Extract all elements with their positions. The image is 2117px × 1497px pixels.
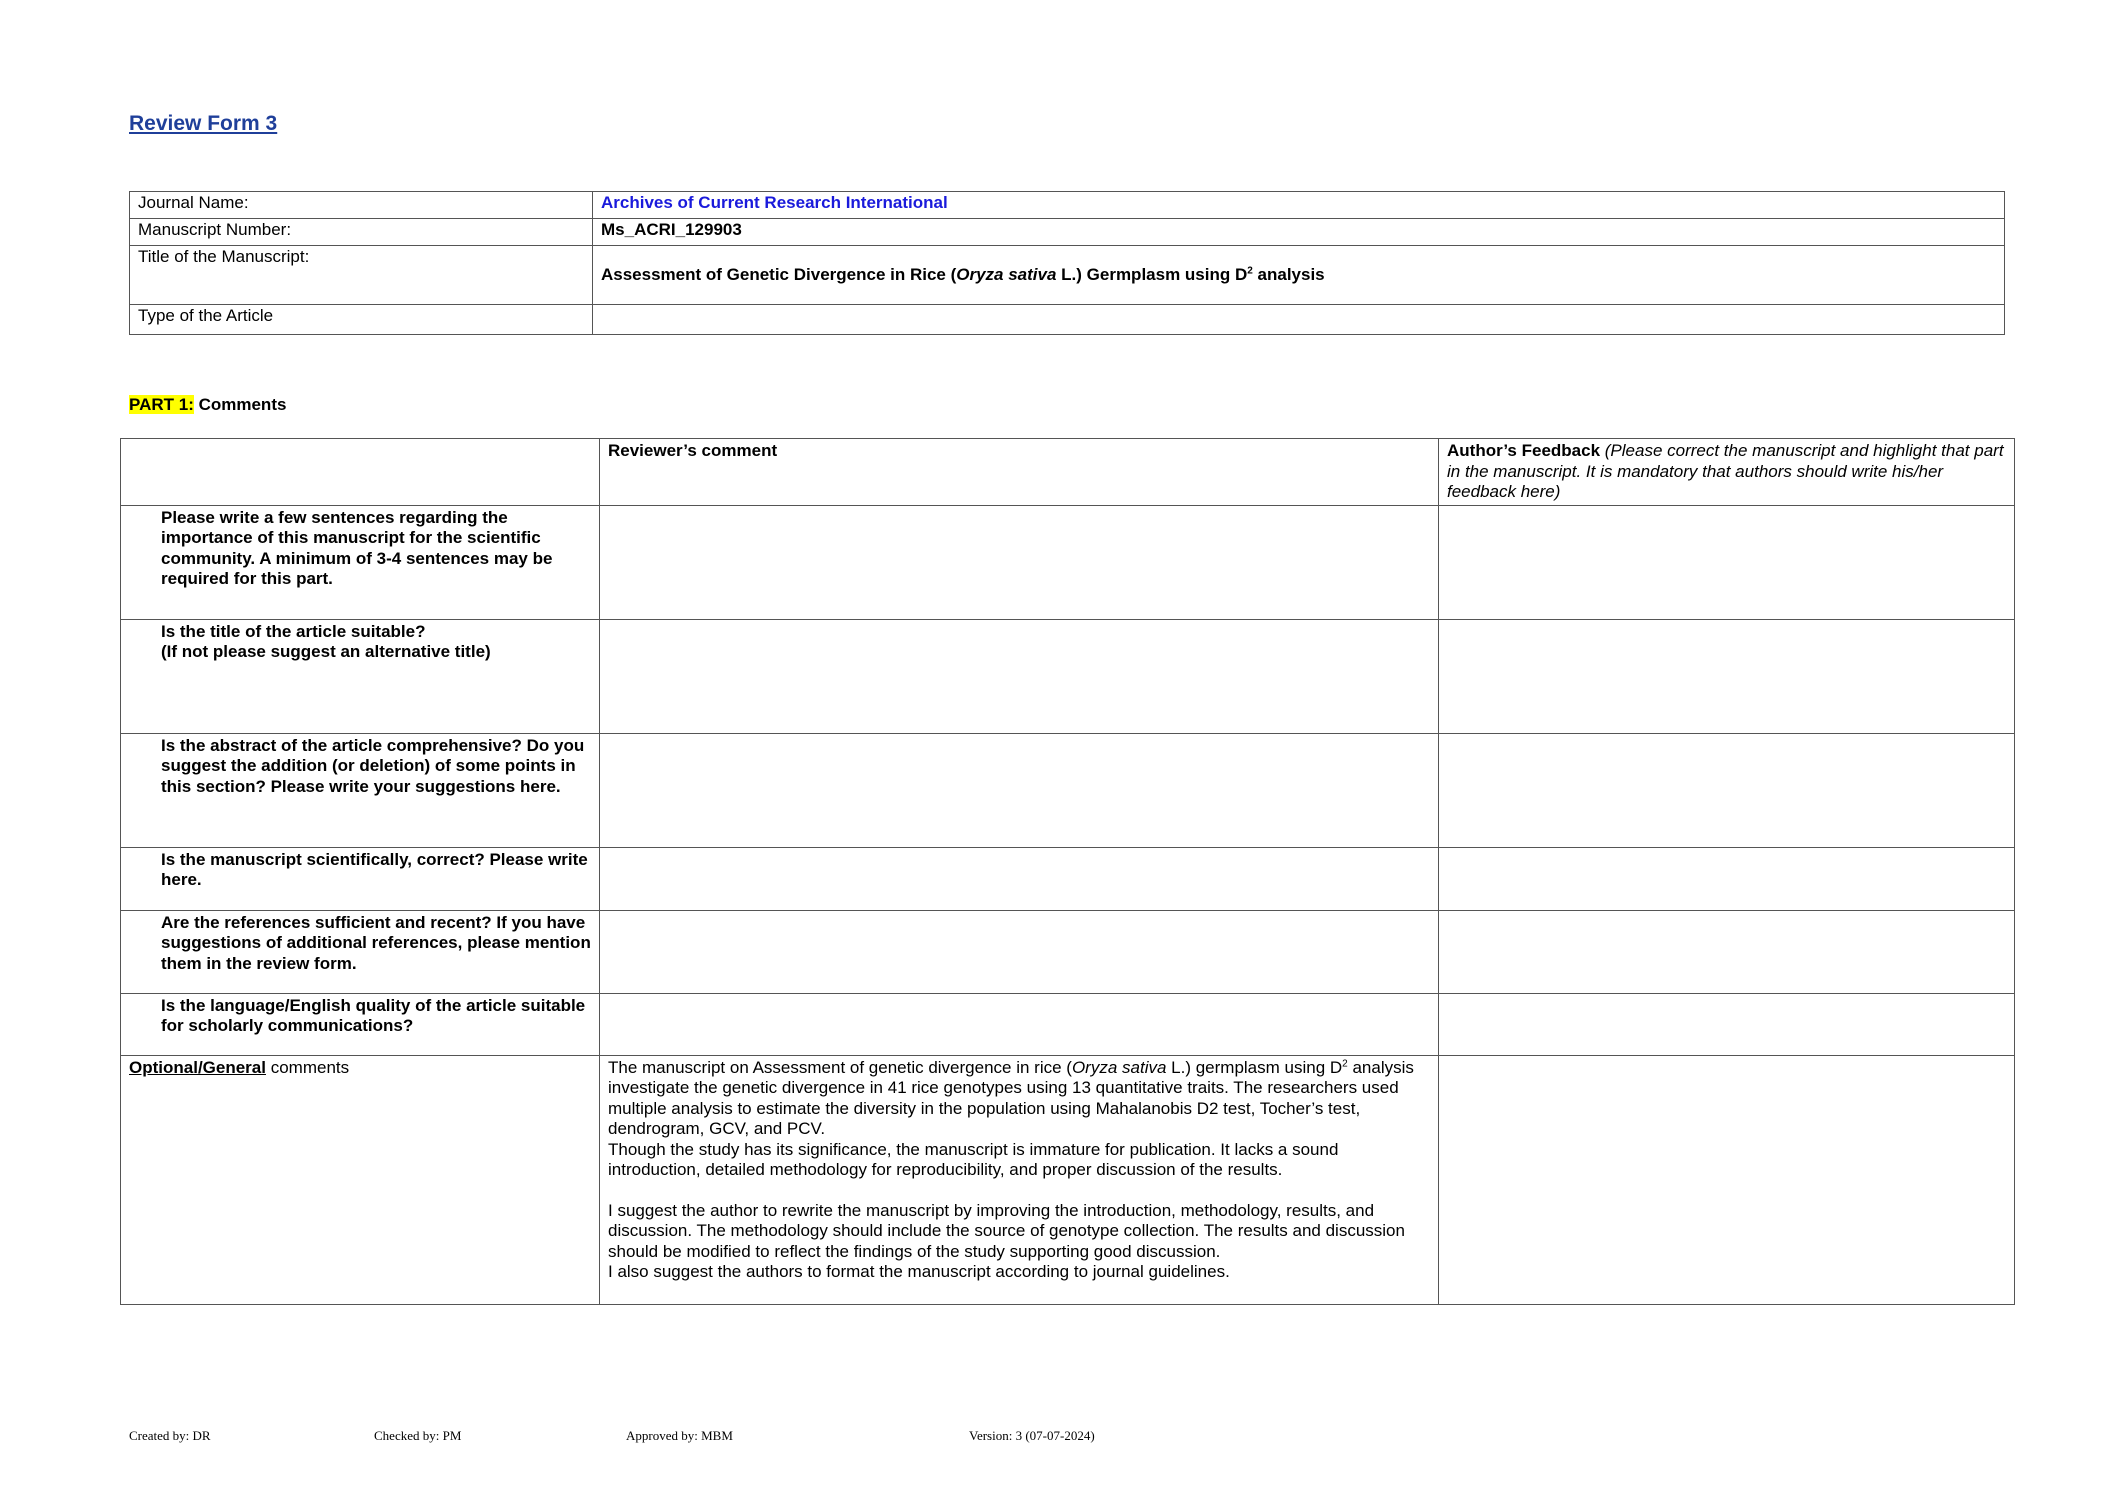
optional-comment[interactable] bbox=[600, 1055, 1439, 1304]
author-feedback-5[interactable] bbox=[1439, 910, 2015, 993]
author-feedback-title: Author’s Feedback bbox=[1447, 441, 1601, 460]
question-5: Are the references sufficient and recent? If you have suggestions of additional references, please mention them in the review form. bbox=[121, 910, 600, 993]
journal-value: Archives of Current Research International bbox=[593, 192, 2005, 219]
optional-label-bold: Optional/General bbox=[129, 1057, 266, 1077]
author-feedback-1[interactable] bbox=[1439, 505, 2015, 619]
question-1: Please write a few sentences regarding the importance of this manuscript for the scientific community. A minimum of 3-4 sentences may be required for this part. bbox=[121, 505, 600, 619]
author-feedback-instructions: (Please correct the manuscript and highlight that part in the manuscript. It is mandatory that authors should write his/her feedback here) bbox=[1447, 441, 2004, 501]
manuscript-number-label: Manuscript Number: bbox=[130, 219, 593, 246]
author-feedback-4[interactable] bbox=[1439, 847, 2015, 910]
optional-label-text: comments bbox=[265, 1057, 350, 1077]
reviewer-comment-4[interactable] bbox=[600, 847, 1439, 910]
author-feedback-2[interactable] bbox=[1439, 619, 2015, 733]
footer-checked: Checked by: PM bbox=[374, 1428, 462, 1443]
reviewer-comment-1[interactable] bbox=[600, 505, 1439, 619]
manuscript-number-value: Ms_ACRI_129903 bbox=[593, 219, 2005, 246]
blank-header bbox=[121, 439, 600, 506]
title-species: Oryza sativa bbox=[956, 264, 1057, 284]
comment-text: The manuscript on Assessment of genetic divergence in rice ( bbox=[608, 1057, 1072, 1077]
question-4: Is the manuscript scientifically, correct? Please write here. bbox=[121, 847, 600, 910]
author-feedback-3[interactable] bbox=[1439, 733, 2015, 847]
question-6: Is the language/English quality of the article suitable for scholarly communications? bbox=[121, 993, 600, 1055]
comment-paragraph-4: I also suggest the authors to format the manuscript according to journal guidelines. bbox=[608, 1262, 1230, 1281]
part1-label: PART 1: bbox=[129, 395, 194, 414]
journal-label: Journal Name: bbox=[130, 192, 593, 219]
author-feedback-header bbox=[1439, 439, 2015, 506]
comment-paragraph-1 bbox=[608, 1058, 1430, 1140]
footer-created: Created by: DR bbox=[129, 1428, 211, 1443]
footer-version: Version: 3 (07-07-2024) bbox=[969, 1428, 1095, 1443]
optional-author-feedback[interactable] bbox=[1439, 1055, 2015, 1304]
title-sup: 2 bbox=[1247, 265, 1253, 277]
reviewer-comment-2[interactable] bbox=[600, 619, 1439, 733]
manuscript-info-table bbox=[129, 191, 2005, 335]
optional-label bbox=[121, 1055, 600, 1304]
question-3: Is the abstract of the article comprehensive? Do you suggest the addition (or deletion) of some points in this section? Please write your suggestions here. bbox=[121, 733, 600, 847]
footer-approved: Approved by: MBM bbox=[626, 1428, 733, 1443]
reviewer-comment-6[interactable] bbox=[600, 993, 1439, 1055]
comment-text: L.) germplasm using D bbox=[1166, 1057, 1343, 1077]
comment-species: Oryza sativa bbox=[1071, 1057, 1167, 1077]
question-2: Is the title of the article suitable? (If not please suggest an alternative title) bbox=[121, 619, 600, 733]
part1-title: Comments bbox=[193, 395, 287, 414]
comments-table bbox=[120, 438, 2015, 1305]
reviewer-comment-3[interactable] bbox=[600, 733, 1439, 847]
author-feedback-6[interactable] bbox=[1439, 993, 2015, 1055]
type-label: Type of the Article bbox=[130, 305, 593, 335]
reviewer-comment-5[interactable] bbox=[600, 910, 1439, 993]
title-text: L.) Germplasm using D bbox=[1056, 264, 1248, 284]
comment-paragraph-2: Though the study has its significance, the manuscript is immature for publication. It lacks a sound introduction, detailed methodology for reproducibility, and proper discussion of the results. bbox=[608, 1139, 1339, 1179]
title-label: Title of the Manuscript: bbox=[130, 246, 593, 305]
reviewer-comment-header: Reviewer’s comment bbox=[600, 439, 1439, 506]
title-text: analysis bbox=[1252, 264, 1325, 284]
comment-text: analysis investigate the genetic divergence in 41 rice genotypes using 13 quantitative traits. The researchers used multiple analysis to estimate the diversity in the population using Mahalanobis D2 test, Tocher’s test, dendrogram, GCV, and PCV. bbox=[608, 1057, 1414, 1138]
part1-heading bbox=[129, 395, 286, 415]
type-value[interactable] bbox=[593, 305, 2005, 335]
title-text: Assessment of Genetic Divergence in Rice ( bbox=[601, 264, 957, 284]
form-title[interactable]: Review Form 3 bbox=[129, 112, 278, 135]
comment-paragraph-3: I suggest the author to rewrite the manuscript by improving the introduction, methodology, results, and discussion. The methodology should include the source of genotype collection. The results and discussion should be modified to reflect the findings of the study supporting good discussion. bbox=[608, 1200, 1405, 1261]
comment-sup: 2 bbox=[1342, 1057, 1348, 1069]
manuscript-title bbox=[593, 246, 2005, 305]
